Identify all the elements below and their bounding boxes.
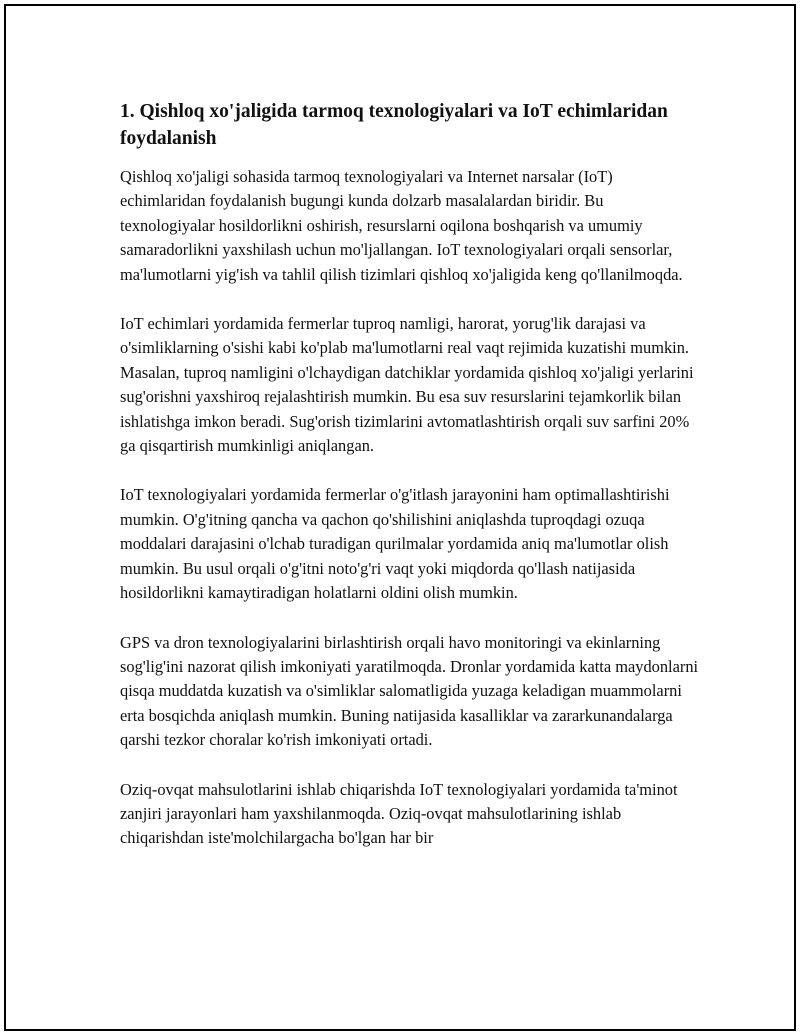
paragraph-3: IoT texnologiyalari yordamida fermerlar o'g'itlash jarayonini ham optimallashtirishi mumkin. O'g'itning qancha va qachon qo'shilishini aniqlashda tuproqdagi ozuqa moddalari darajasini o'lchab turadigan qurilmalar yordamida aniq ma'lumotlar olish mumkin. Bu usul orqali o'g'itni noto'g'ri vaqt yoki miqdorda qo'llash natijasida hosildorlikni kamaytiradigan holatlarni oldini olish mumkin.: [120, 485, 670, 603]
paragraph-4: GPS va dron texnologiyalarini birlashtirish orqali havo monitoringi va ekinlarning sog'lig'ini nazorat qilish imkoniyati yaratilmoqda. Dronlar yordamida katta maydonlarni qisqa muddatda kuzatish va o'simliklar salomatligida yuzaga keladigan muammolarni erta bosqichda aniqlash mumkin. Buning natijasida kasalliklar va zararkunandalarga qarshi tezkor choralar ko'rish imkoniyati ortadi.: [120, 632, 699, 750]
document-body: [120, 98, 702, 876]
paragraph-2: IoT echimlari yordamida fermerlar tuproq namligi, harorat, yorug'lik darajasi va o'simliklarning o'sishi kabi ko'plab ma'lumotlarni real vaqt rejimida kuzatishi mumkin. Masalan, tuproq namligini o'lchaydigan datchiklar yordamida qishloq xo'jaligi yerlarini sug'orishni yaxshiroq rejalashtirish mumkin. Bu esa suv resurslarini tejamkorlik bilan ishlatishga imkon beradi. Sug'orish tizimlarini avtomatlashtirish orqali suv sarfini 20% ga qisqartirish mumkinligi aniqlangan.: [120, 314, 694, 456]
paragraph-5: Oziq-ovqat mahsulotlarini ishlab chiqarishda IoT texnologiyalari yordamida ta'minot zanjiri jarayonlari ham yaxshilanmoqda. Oziq-ovqat mahsulotlarining ishlab chiqarishdan iste'molchilargacha bo'lgan har bir: [120, 779, 678, 848]
section-heading: 1. Qishloq xo'jaligida tarmoq texnologiyalari va IoT echimlaridan foydalanish: [120, 101, 668, 149]
page-frame: [4, 4, 796, 1031]
paragraph-1: Qishloq xo'jaligi sohasida tarmoq texnologiyalari va Internet narsalar (IoT) echimlaridan foydalanish bugungi kunda dolzarb masalalardan biridir. Bu texnologiyalar hosildorlikni oshirish, resurslarni oqilona boshqarish va umumiy samaradorlikni yaxshilash uchun mo'ljallangan. IoT texnologiyalari orqali sensorlar, ma'lumotlarni yig'ish va tahlil qilish tizimlari qishloq xo'jaligida keng qo'llanilmoqda.: [120, 167, 683, 284]
